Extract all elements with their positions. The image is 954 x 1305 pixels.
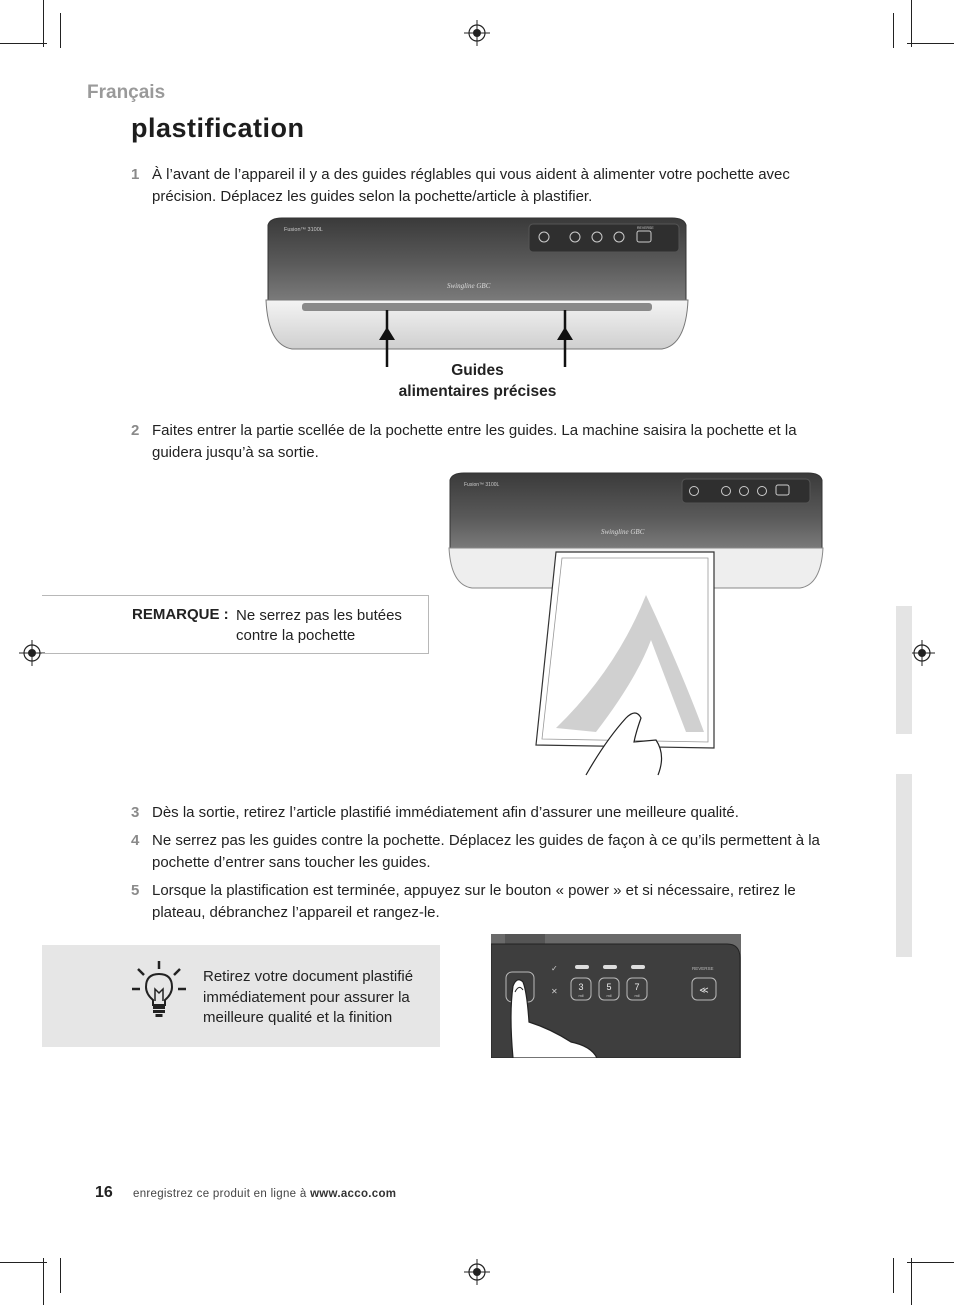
reverse-label: REVERSE bbox=[692, 966, 714, 971]
step-number: 5 bbox=[131, 882, 140, 899]
note-text: Ne serrez pas les butées contre la pochette bbox=[236, 607, 402, 644]
step-text: Ne serrez pas les guides contre la pochette. Déplacez les guides de façon à ce qu’ils permettent à la pochette d’entrer sans toucher les guides. bbox=[152, 832, 820, 871]
brand-label: Swingline GBC bbox=[447, 282, 491, 290]
step-text: À l’avant de l’appareil il y a des guides réglables qui vous aident à alimenter votre pochette avec précision. Déplacez les guides selon la pochette/article à plastifier. bbox=[152, 166, 790, 205]
note-box bbox=[42, 595, 429, 654]
model-label: Fusion™ 3100L bbox=[464, 482, 500, 488]
step-number: 1 bbox=[131, 166, 140, 183]
page-title: plastification bbox=[131, 113, 305, 143]
footer-text: enregistrez ce produit en ligne à www.acco.com bbox=[133, 1188, 397, 1200]
tip-box bbox=[42, 945, 440, 1047]
language-label: Français bbox=[87, 82, 166, 103]
tip-text: Retirez votre document plastifié immédiatement pour assurer la meilleure qualité et la finition bbox=[203, 968, 414, 1026]
step-text: Lorsque la plastification est terminée, appuyez sur le bouton « power » et si nécessaire, retirez le plateau, débranchez l’appareil et rangez-le. bbox=[152, 882, 796, 921]
thickness-5-label: 5 bbox=[606, 982, 612, 992]
brand-label: Swingline GBC bbox=[601, 528, 645, 536]
thickness-3-label: 3 bbox=[578, 982, 584, 992]
step-number: 2 bbox=[131, 422, 140, 439]
step-2 bbox=[131, 420, 831, 464]
step-5 bbox=[131, 880, 831, 924]
step-text: Faites entrer la partie scellée de la pochette entre les guides. La machine saisira la pochette et la guidera jusqu’à sa sortie. bbox=[152, 422, 797, 461]
reverse-label: REVERSE bbox=[637, 226, 654, 230]
pouch-feeding-illustration bbox=[446, 470, 826, 780]
svg-text:≪: ≪ bbox=[699, 985, 709, 995]
svg-text:mil: mil bbox=[634, 993, 640, 998]
svg-text:mil: mil bbox=[606, 993, 612, 998]
step-3 bbox=[131, 802, 831, 824]
step-number: 3 bbox=[131, 804, 140, 821]
step-1 bbox=[131, 164, 831, 208]
registration-mark-icon bbox=[464, 1259, 490, 1285]
svg-text:mil: mil bbox=[578, 993, 584, 998]
lightbulb-icon bbox=[130, 959, 188, 1019]
laminator-illustration bbox=[262, 215, 692, 375]
power-button-illustration bbox=[491, 934, 741, 1058]
side-tab bbox=[896, 774, 912, 957]
svg-text:✓: ✓ bbox=[551, 964, 558, 973]
page-number: 16 bbox=[95, 1184, 113, 1201]
registration-mark-icon bbox=[464, 20, 490, 46]
footer-url[interactable]: www.acco.com bbox=[310, 1188, 397, 1200]
step-4 bbox=[131, 830, 831, 874]
registration-mark-icon bbox=[909, 640, 935, 666]
side-tab bbox=[896, 606, 912, 734]
model-label: Fusion™ 3100L bbox=[284, 227, 323, 233]
thickness-7-label: 7 bbox=[634, 982, 640, 992]
note-label: REMARQUE : bbox=[132, 606, 229, 623]
svg-text:✕: ✕ bbox=[551, 987, 558, 996]
step-text: Dès la sortie, retirez l’article plastifié immédiatement afin d’assurer une meilleure qualité. bbox=[152, 804, 739, 821]
guides-caption: Guides alimentaires précises bbox=[398, 362, 557, 400]
step-number: 4 bbox=[131, 832, 140, 849]
